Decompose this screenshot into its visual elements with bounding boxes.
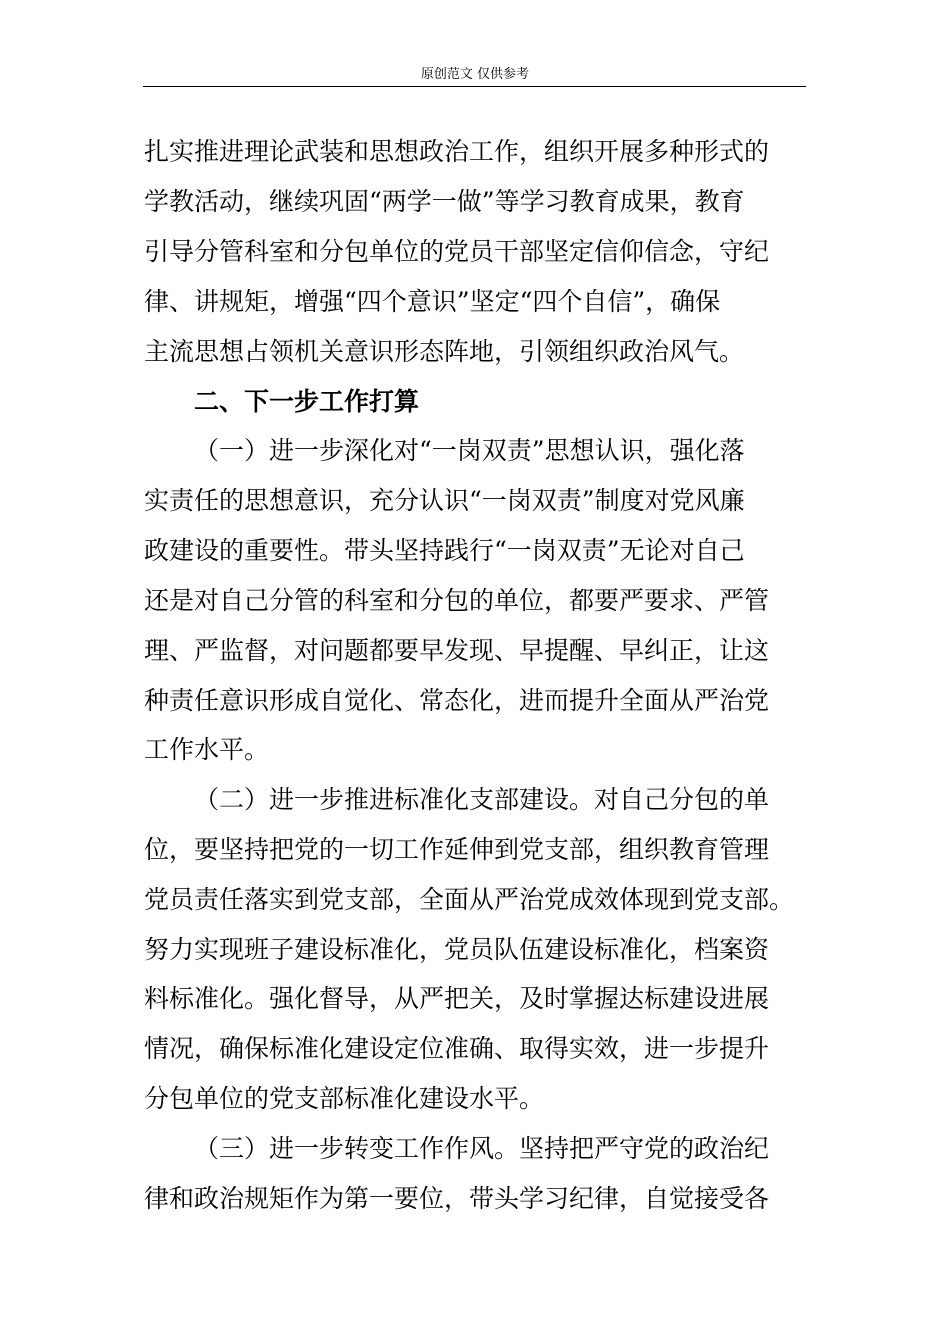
body-line: 工作水平。 bbox=[144, 735, 270, 764]
body-line: 还是对自己分管的科室和分包的单位，都要严要求、严管 bbox=[144, 586, 770, 615]
paragraph-first-line: （三）进一步转变工作作风。坚持把严守党的政治纪 bbox=[194, 1134, 770, 1163]
body-line: 理、严监督，对问题都要早发现、早提醒、早纠正，让这 bbox=[144, 636, 770, 665]
body-line: 律、讲规矩，增强“四个意识”坚定“四个自信”，确保 bbox=[144, 287, 721, 316]
section-heading: 二、下一步工作打算 bbox=[194, 387, 420, 416]
header-divider bbox=[143, 86, 806, 87]
body-line: 情况，确保标准化建设定位准确、取得实效，进一步提升 bbox=[144, 1034, 770, 1063]
paragraph-first-line: （一）进一步深化对“一岗双责”思想认识，强化落 bbox=[194, 436, 745, 465]
header-text: 原创范文 仅供参考 bbox=[420, 67, 530, 82]
body-line: 政建设的重要性。带头坚持践行“一岗双责”无论对自己 bbox=[144, 536, 745, 565]
body-line: 扎实推进理论武装和思想政治工作，组织开展多种形式的 bbox=[144, 137, 770, 166]
body-line: 实责任的思想意识，充分认识“一岗双责”制度对党风廉 bbox=[144, 486, 745, 515]
body-line: 律和政治规矩作为第一要位，带头学习纪律，自觉接受各 bbox=[144, 1184, 770, 1213]
body-line: 种责任意识形成自觉化、常态化，进而提升全面从严治党 bbox=[144, 686, 770, 715]
body-line: 引导分管科室和分包单位的党员干部坚定信仰信念，守纪 bbox=[144, 237, 770, 266]
body-line: 分包单位的党支部标准化建设水平。 bbox=[144, 1084, 545, 1113]
body-line: 位，要坚持把党的一切工作延伸到党支部，组织教育管理 bbox=[144, 835, 770, 864]
body-line: 党员责任落实到党支部，全面从严治党成效体现到党支部。 bbox=[144, 885, 795, 914]
paragraph-first-line: （二）进一步推进标准化支部建设。对自己分包的单 bbox=[194, 785, 770, 814]
body-line: 主流思想占领机关意识形态阵地，引领组织政治风气。 bbox=[144, 337, 745, 366]
body-line: 努力实现班子建设标准化，党员队伍建设标准化，档案资 bbox=[144, 935, 770, 964]
body-line: 学教活动，继续巩固“两学一做”等学习教育成果，教育 bbox=[144, 187, 745, 216]
body-line: 料标准化。强化督导，从严把关，及时掌握达标建设进展 bbox=[144, 984, 770, 1013]
